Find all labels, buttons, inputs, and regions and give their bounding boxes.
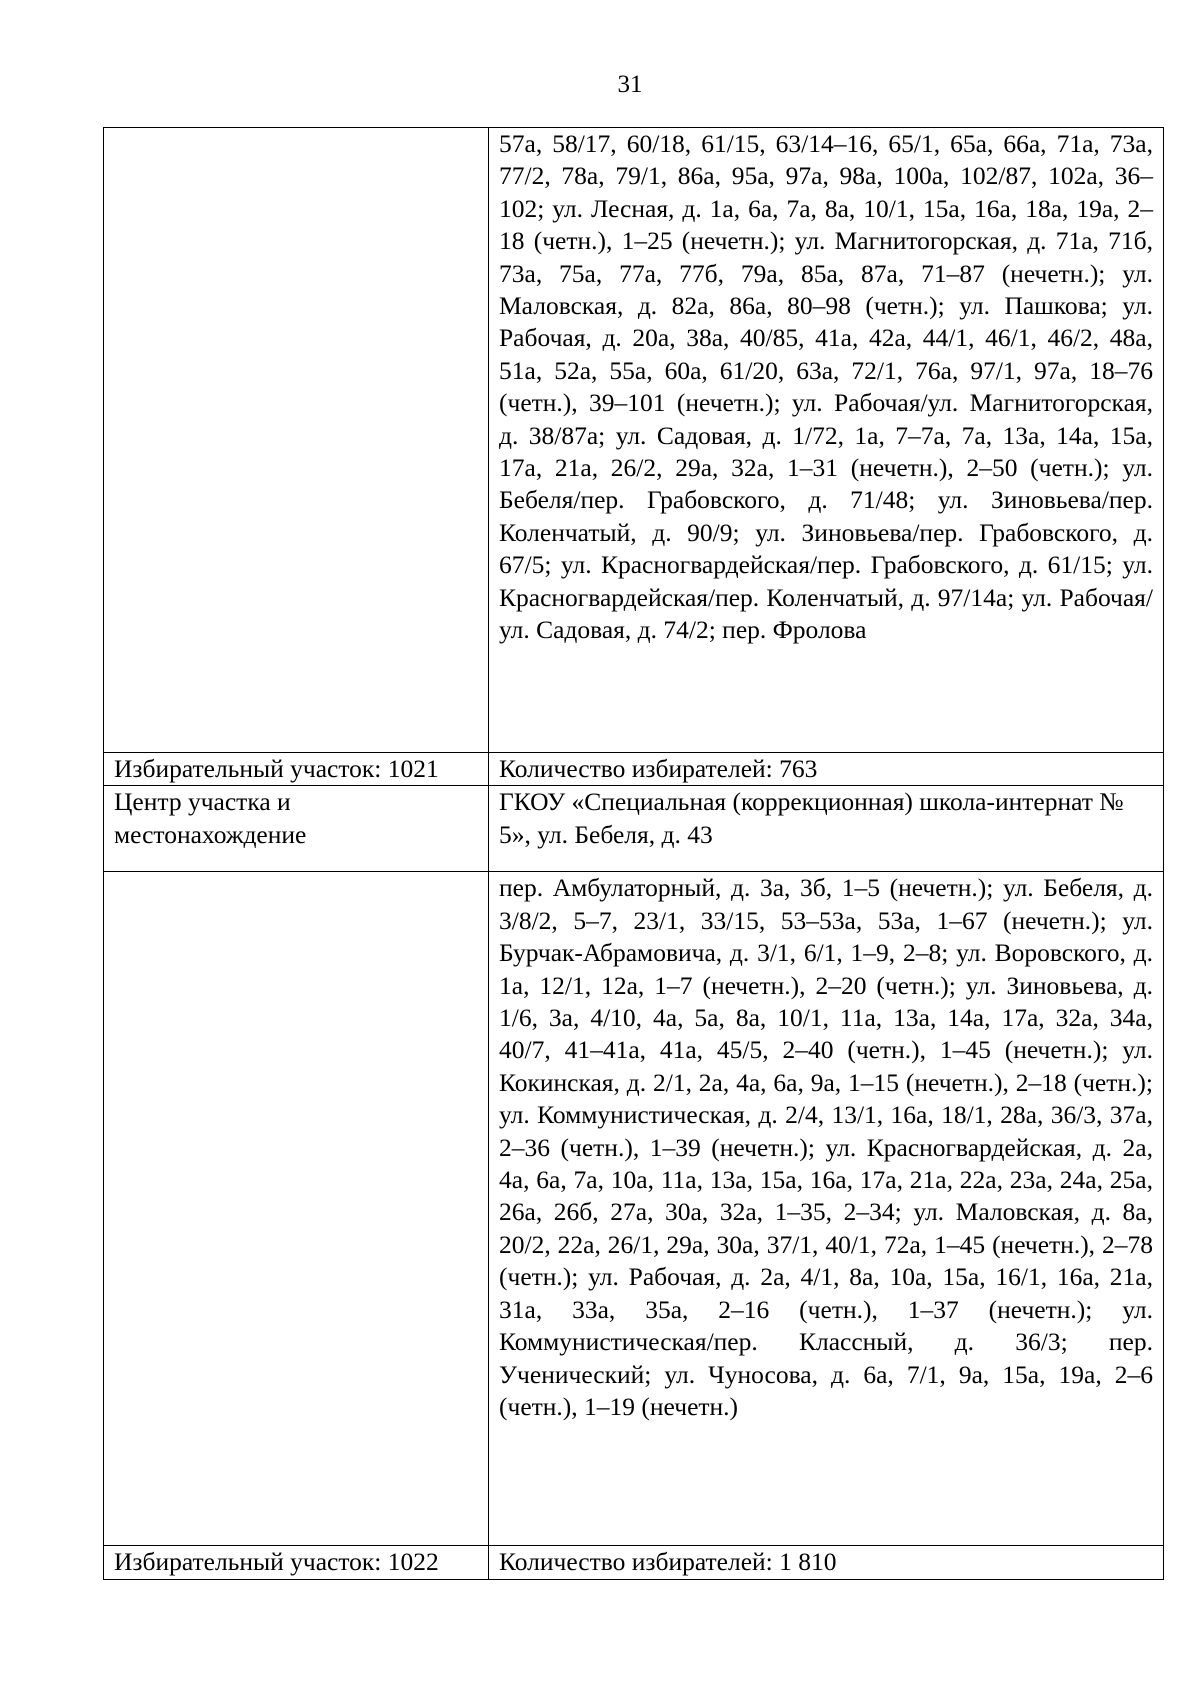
precinct-label: Избирательный участок: 1021: [104, 753, 489, 786]
voters-count: Количество избирателей: 763: [489, 753, 1164, 786]
table-row: [104, 753, 1164, 786]
center-value: ГКОУ «Специальная (коррекционная) школа-интернат № 5», ул. Бебеля, д. 43: [489, 786, 1164, 872]
table-row: [104, 128, 1164, 753]
table-row: [104, 786, 1164, 872]
precinct-label: Избирательный участок: 1022: [104, 1546, 489, 1579]
table-row: [104, 872, 1164, 1546]
addresses-cell: [489, 872, 1164, 1546]
precinct-table: [103, 127, 1164, 1580]
empty-cell: [104, 872, 489, 1546]
voters-count: Количество избирателей: 1 810: [489, 1546, 1164, 1579]
address-list: 57а, 58/17, 60/18, 61/15, 63/14–16, 65/1, 65а, 66а, 71а, 73а, 77/2, 78а, 79/1, 86а, 95а, 97а, 98а, 100а, 102/87, 102а, 36–102; ул. Лесная, д. 1а, 6а, 7а, 8а, 10/1, 15а, 16а, 18а, 19а, 2–18 (четн.), 1–25 (нечетн.); ул. Магнитогорская, д. 71а, 71б, 73а, 75а, 77а, 77б, 79а, 85а, 87а, 71–87 (нечетн.); ул. Маловская, д. 82а, 86а, 80–98 (четн.); ул. Пашкова; ул. Рабочая, д. 20а, 38а, 40/85, 41а, 42а, 44/1, 46/1, 46/2, 48а, 51а, 52а, 55а, 60а, 61/20, 63а, 72/1, 76а, 97/1, 97а, 18–76 (четн.), 39–101 (нечетн.); ул. Рабочая/ул. Магнитогорская, д. 38/87а; ул. Садовая, д. 1/72, 1а, 7–7а, 7а, 13а, 14а, 15а, 17а, 21а, 26/2, 29а, 32а, 1–31 (нечетн.), 2–50 (четн.); ул. Бебеля/пер. Грабовского, д. 71/48; ул. Зиновьева/пер. Коленчатый, д. 90/9; ул. Зиновьева/пер. Грабовского, д. 67/5; ул. Красногвардейская/пер. Грабовского, д. 61/15; ул. Красногвардейская/пер. Коленчатый, д. 97/14а; ул. Рабочая/ул. Садовая, д. 74/2; пер. Фролова: [499, 129, 1153, 645]
center-label: Центр участка и местонахождение: [104, 786, 489, 872]
address-list: пер. Амбулаторный, д. 3а, 3б, 1–5 (нечетн.); ул. Бебеля, д. 3/8/2, 5–7, 23/1, 33/15, 53–53а, 53а, 1–67 (нечетн.); ул. Бурчак-Абрамовича, д. 3/1, 6/1, 1–9, 2–8; ул. Воровского, д. 1а, 12/1, 12а, 1–7 (нечетн.), 2–20 (четн.); ул. Зиновьева, д. 1/6, 3а, 4/10, 4а, 5а, 8а, 10/1, 11а, 13а, 14а, 17а, 32а, 34а, 40/7, 41–41а, 41а, 45/5, 2–40 (четн.), 1–45 (нечетн.); ул. Кокинская, д. 2/1, 2а, 4а, 6а, 9а, 1–15 (нечетн.), 2–18 (четн.); ул. Коммунистическая, д. 2/4, 13/1, 16а, 18/1, 28а, 36/3, 37а, 2–36 (четн.), 1–39 (нечетн.); ул. Красногвардейская, д. 2а, 4а, 6а, 7а, 10а, 11а, 13а, 15а, 16а, 17а, 21а, 22а, 23а, 24а, 25а, 26а, 26б, 27а, 30а, 32а, 1–35, 2–34; ул. Маловская, д. 8а, 20/2, 22а, 26/1, 29а, 30а, 37/1, 40/1, 72а, 1–45 (нечетн.), 2–78 (четн.); ул. Рабочая, д. 2а, 4/1, 8а, 10а, 15а, 16/1, 16а, 21а, 31а, 33а, 35а, 2–16 (четн.), 1–37 (нечетн.); ул. Коммунистическая/пер. Классный, д. 36/3; пер. Ученический; ул. Чуносова, д. 6а, 7/1, 9а, 15а, 19а, 2–6 (четн.), 1–19 (нечетн.): [499, 873, 1153, 1421]
addresses-cell: [489, 128, 1164, 753]
table-row: [104, 1546, 1164, 1579]
empty-cell: [104, 128, 489, 753]
page-number: 31: [617, 71, 643, 98]
